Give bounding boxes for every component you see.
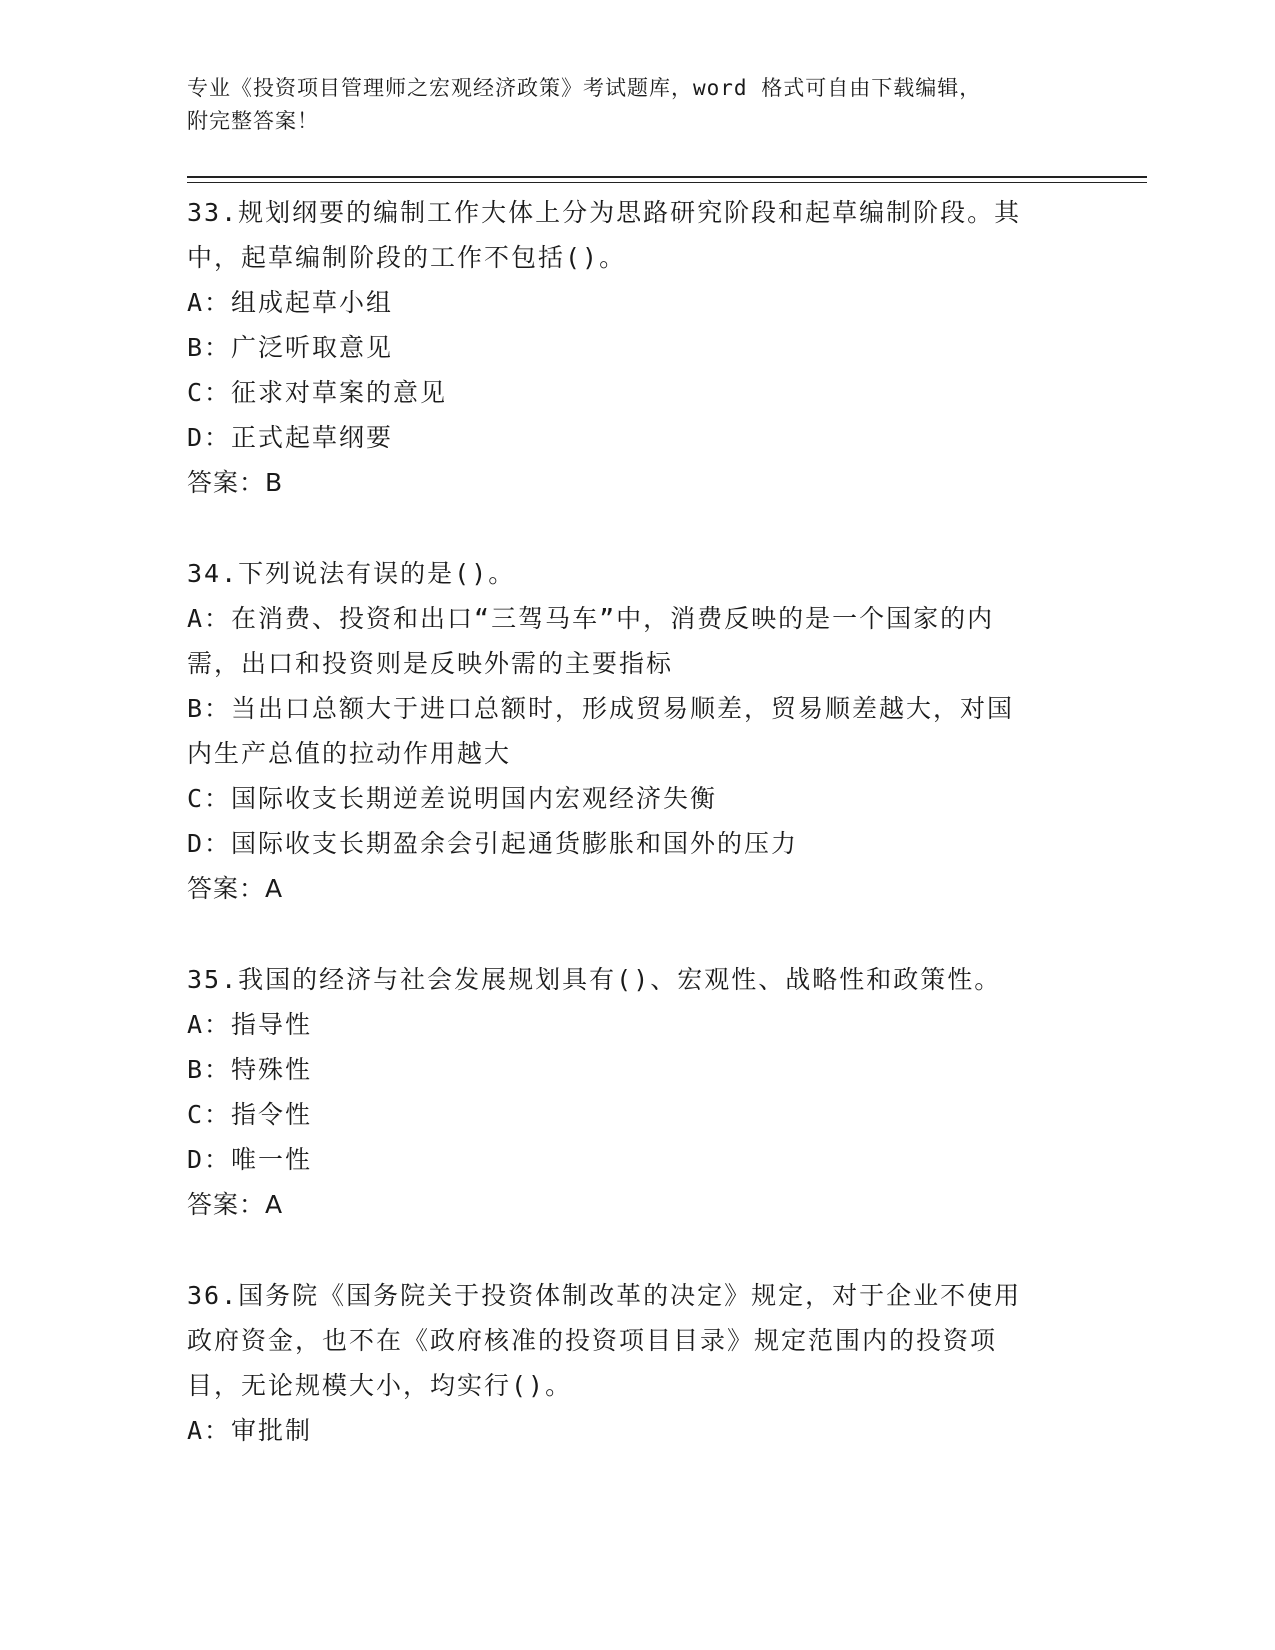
answer-option: A：审批制	[187, 1416, 313, 1445]
document-header	[187, 72, 1067, 138]
answer-option: B：当出口总额大于进口总额时，形成贸易顺差，贸易顺差越大，对国	[187, 694, 1015, 723]
answer-option: C：国际收支长期逆差说明国内宏观经济失衡	[187, 784, 718, 813]
answer-option: 需，出口和投资则是反映外需的主要指标	[187, 649, 674, 678]
answer-key: 答案：A	[187, 1190, 284, 1219]
answer-option: A：在消费、投资和出口“三驾马车”中，消费反映的是一个国家的内	[187, 604, 995, 633]
answer-option: A：指导性	[187, 1010, 313, 1039]
question-block	[187, 190, 1087, 505]
answer-key: 答案：B	[187, 468, 284, 497]
question-block	[187, 957, 1087, 1227]
answer-option: D：正式起草纲要	[187, 423, 394, 452]
answer-option: 内生产总值的拉动作用越大	[187, 739, 512, 768]
answer-option: D：国际收支长期盈余会引起通货膨胀和国外的压力	[187, 829, 799, 858]
question-stem: 目，无论规模大小，均实行()。	[187, 1371, 573, 1400]
answer-option: C：指令性	[187, 1100, 313, 1129]
question-stem: 34.下列说法有误的是()。	[187, 559, 516, 588]
question-stem: 中，起草编制阶段的工作不包括()。	[187, 243, 627, 272]
question-stem: 33.规划纲要的编制工作大体上分为思路研究阶段和起草编制阶段。其	[187, 198, 1022, 227]
header-line: 专业《投资项目管理师之宏观经济政策》考试题库，word 格式可自由下载编辑，	[187, 76, 982, 100]
question-stem: 政府资金，也不在《政府核准的投资项目目录》规定范围内的投资项	[187, 1326, 998, 1355]
answer-option: C：征求对草案的意见	[187, 378, 448, 407]
header-line: 附完整答案！	[187, 109, 319, 133]
answer-key: 答案：A	[187, 874, 284, 903]
question-list	[187, 190, 1087, 1499]
header-divider	[187, 176, 1147, 178]
header-divider	[187, 182, 1147, 183]
answer-option: A：组成起草小组	[187, 288, 394, 317]
question-block	[187, 1273, 1087, 1453]
answer-option: D：唯一性	[187, 1145, 313, 1174]
answer-option: B：广泛听取意见	[187, 333, 394, 362]
question-stem: 36.国务院《国务院关于投资体制改革的决定》规定，对于企业不使用	[187, 1281, 1022, 1310]
question-stem: 35.我国的经济与社会发展规划具有()、宏观性、战略性和政策性。	[187, 965, 1002, 994]
answer-option: B：特殊性	[187, 1055, 313, 1084]
question-block	[187, 551, 1087, 911]
